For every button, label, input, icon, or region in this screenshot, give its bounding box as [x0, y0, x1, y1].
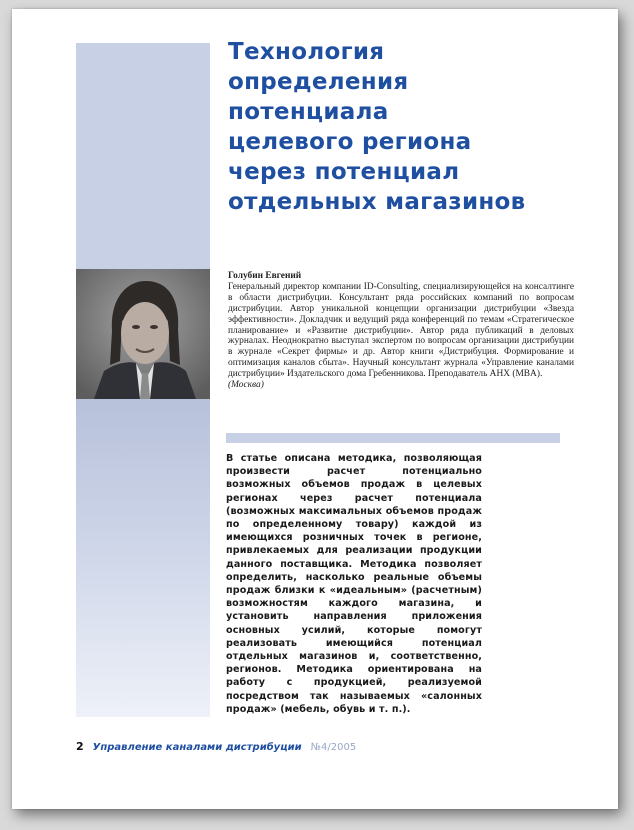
page-footer: [76, 740, 476, 756]
author-bio: Генеральный директор компании ID-Consulting, специализирующейся на консалтинге в области дистрибуции. Консультант ряда российских компаний по вопросам дистрибуции. Автор уникальной концепции организации дистрибуции «Звезда эффективности». Докладчик и ведущий ряда конференций по темам «Стратегическое планирование» и «Развитие дистрибуции». Автор ряда публикаций в деловых журналах. Неоднократно выступал экспертом по вопросам организации дистрибуции в журнале «Секрет фирмы» и др. Автор книги «Дистрибуция. Формирование и оптимизация каналов сбыта». Научный консультант журнала «Управление каналами дистрибуции» Издательского дома Гребенникова. Преподаватель АНХ (MBA).: [228, 281, 574, 380]
title-line: определения: [228, 69, 409, 95]
article-abstract: В статье описана методика, позволяющая произвести расчет потенциально возможных объемов продаж в целевых регионах через расчет потенциала (возможных максимальных объемов продаж по определенному товару) каждой из имеющихся розничных точек в регионе, привлекаемых для реализации продукции данного поставщика. Методика позволяет определить, насколько реальные объемы продаж близки к «идеальным» (расчетным) возможностям каждого магазина, и установить направления приложения основных усилий, которые помогут реализовать имеющийся потенциал отдельных магазинов и, соответственно, регионов. Методика ориентирована на работу с продукцией, реализуемой посредством так называемых «салонных продаж» (мебель, обувь и т. п.).: [226, 453, 482, 715]
title-line: отдельных магазинов: [228, 189, 526, 215]
title-line: целевого региона: [228, 129, 472, 155]
author-name: Голубин Евгений: [228, 271, 302, 281]
page-number: 2: [76, 740, 84, 753]
article-title: [228, 37, 568, 217]
author-photo: [76, 269, 210, 399]
decorative-band-bottom: [76, 399, 210, 717]
title-line: Технология: [228, 39, 385, 65]
title-line: потенциала: [228, 99, 389, 125]
decorative-band-top: [76, 43, 210, 273]
author-bio-block: [228, 271, 574, 391]
issue-number: №4/2005: [310, 742, 357, 753]
title-line: через потенциал: [228, 159, 460, 185]
abstract-divider: [226, 433, 560, 443]
magazine-page: [12, 9, 618, 809]
author-city: (Москва): [228, 380, 264, 391]
journal-name: Управление каналами дистрибуции: [92, 742, 302, 753]
